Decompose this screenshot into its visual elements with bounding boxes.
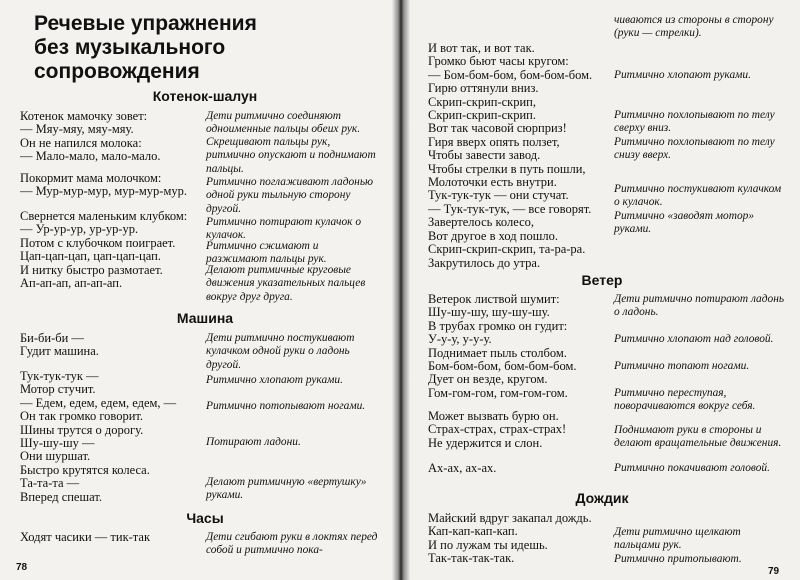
action-text: Дети сгибают руки в локтях перед собой и ритмично пока-	[206, 531, 378, 557]
verse-line: Ходят часики — тик-так	[20, 530, 151, 544]
action-text: Дети ритмично соединяют одноименные пальцы обеих рук.	[206, 110, 361, 136]
action-text: Ритмично потопывают ногами.	[206, 400, 366, 412]
verse-line: Ах-ах, ах-ах.	[428, 461, 497, 475]
action-text: Ритмично похлопывают по телу снизу вверх.	[614, 136, 775, 162]
action-text: Ритмично притопывают.	[614, 553, 742, 565]
action-text: чиваются из стороны в сторону (руки — стрелки).	[614, 14, 774, 40]
action-text: Ритмично покачивают головой.	[614, 462, 770, 474]
right-page	[402, 0, 800, 580]
verse-block: Тук-тук-тук — Мотор стучит. — Едем, едем, едем, едем, — Он так громко говорит. Шины трутся о дорогу. Шу-шу-шу — Они шуршат. Быстро крутятся колеса. Та-та-та — Вперед спешат.	[20, 369, 177, 504]
section-heading-rain: Дождик	[575, 490, 629, 506]
action-text: Ритмично переступая, поворачиваются вокруг себя.	[614, 387, 756, 413]
action-text: Ритмично постукивают кулачком о кулачок.	[614, 183, 782, 209]
action-text: Ритмично хлопают над головой.	[614, 333, 774, 345]
book-gutter	[392, 0, 410, 580]
page-number: 78	[16, 562, 28, 573]
section-heading-wind: Ветер	[581, 272, 623, 288]
action-text: Ритмично «заводят мотор» руками.	[614, 210, 755, 236]
action-text: Потирают ладони.	[206, 436, 301, 448]
verse-block: Котенок мамочку зовет: — Мяу-мяу, мяу-мяу. Он не напился молока: — Мало-мало, мало-мало.	[20, 109, 161, 164]
action-text: Дети ритмично потирают ладонь о ладонь.	[614, 293, 785, 319]
verse-block: Би-би-би — Гудит машина.	[20, 331, 99, 359]
verse-block: Ветерок листвой шумит: Шу-шу-шу, шу-шу-шу. В трубах громко он гудит: У-у-у, у-у-у. Поднимает пыль столбом. Бом-бом-бом, бом-бом-бом. Дует он везде, кругом. Гом-гом-гом, гом-гом-гом.	[428, 292, 577, 400]
verse-block: И вот так, и вот так. Громко бьют часы кругом: — Бом-бом-бом, бом-бом-бом. Гирю оттянули вниз. Скрип-скрип-скрип, Скрип-скрип-скрип. Вот так часовой сюрприз! Гиря вверх опять ползет, Чтобы завести завод. Чтобы стрелки в путь пошли, Молоточки есть внутри. Тук-тук-тук — они стучат. — Тук-тук-тук, — все говорят. Завертелось колесо, Вот другое в ход пошло. Скрип-скрип-скрип, та-ра-ра. Закрутилось до утра.	[428, 41, 593, 270]
action-text: Ритмично потирают кулачок о кулачок.	[206, 216, 362, 242]
verse-block: Покормит мама молочком: — Мур-мур-мур, мур-мур-мур.	[20, 171, 188, 199]
page-number: 79	[768, 566, 780, 577]
verse-block: Майский вдруг закапал дождь. Кап-кап-кап-кап. И по лужам ты идешь. Так-так-так-так.	[428, 511, 592, 566]
verse-block: Может вызвать бурю он. Страх-страх, страх-страх! Не удержится и слон.	[428, 409, 567, 450]
action-text: Дети ритмично постукивают кулачком одной руки о ладонь другой.	[206, 332, 355, 371]
action-text: Ритмично похлопывают по телу сверху вниз.	[614, 109, 775, 135]
action-text: Ритмично топают ногами.	[614, 360, 750, 372]
action-text: Делают ритмичную «вертушку» руками.	[206, 476, 367, 502]
section-heading-kitten: Котенок-шалун	[152, 88, 258, 104]
action-text: Ритмично сжимают и разжимают пальцы рук.	[206, 240, 327, 266]
verse-block: Свернется маленьким клубком: — Ур-ур-ур, ур-ур-ур. Потом с клубочком поиграет. Цап-цап-цап, цап-цап-цап. И нитку быстро размотает. Ап-ап-ап, ап-ап-ап.	[20, 209, 188, 291]
section-heading-car: Машина	[176, 310, 234, 326]
action-text: Ритмично хлопают руками.	[614, 69, 751, 81]
section-heading-clock: Часы	[186, 510, 224, 526]
action-text: Ритмично хлопают руками.	[206, 374, 343, 386]
action-text: Дети ритмично щелкают пальцами рук.	[614, 526, 741, 552]
left-page	[0, 0, 398, 580]
action-text: Делают ритмичные круговые движения указательных пальцев вокруг друг друга.	[206, 264, 366, 303]
action-text: Поднимают руки в стороны и делают вращательные движения.	[614, 424, 782, 450]
action-text: Скрещивают пальцы рук, ритмично опускают и поднимают пальцы.	[206, 136, 376, 175]
action-text: Ритмично поглаживают ладонью одной руки тыльную сторону другой.	[206, 176, 374, 215]
page-title: Речевые упражнения без музыкального сопровождения	[34, 12, 257, 83]
